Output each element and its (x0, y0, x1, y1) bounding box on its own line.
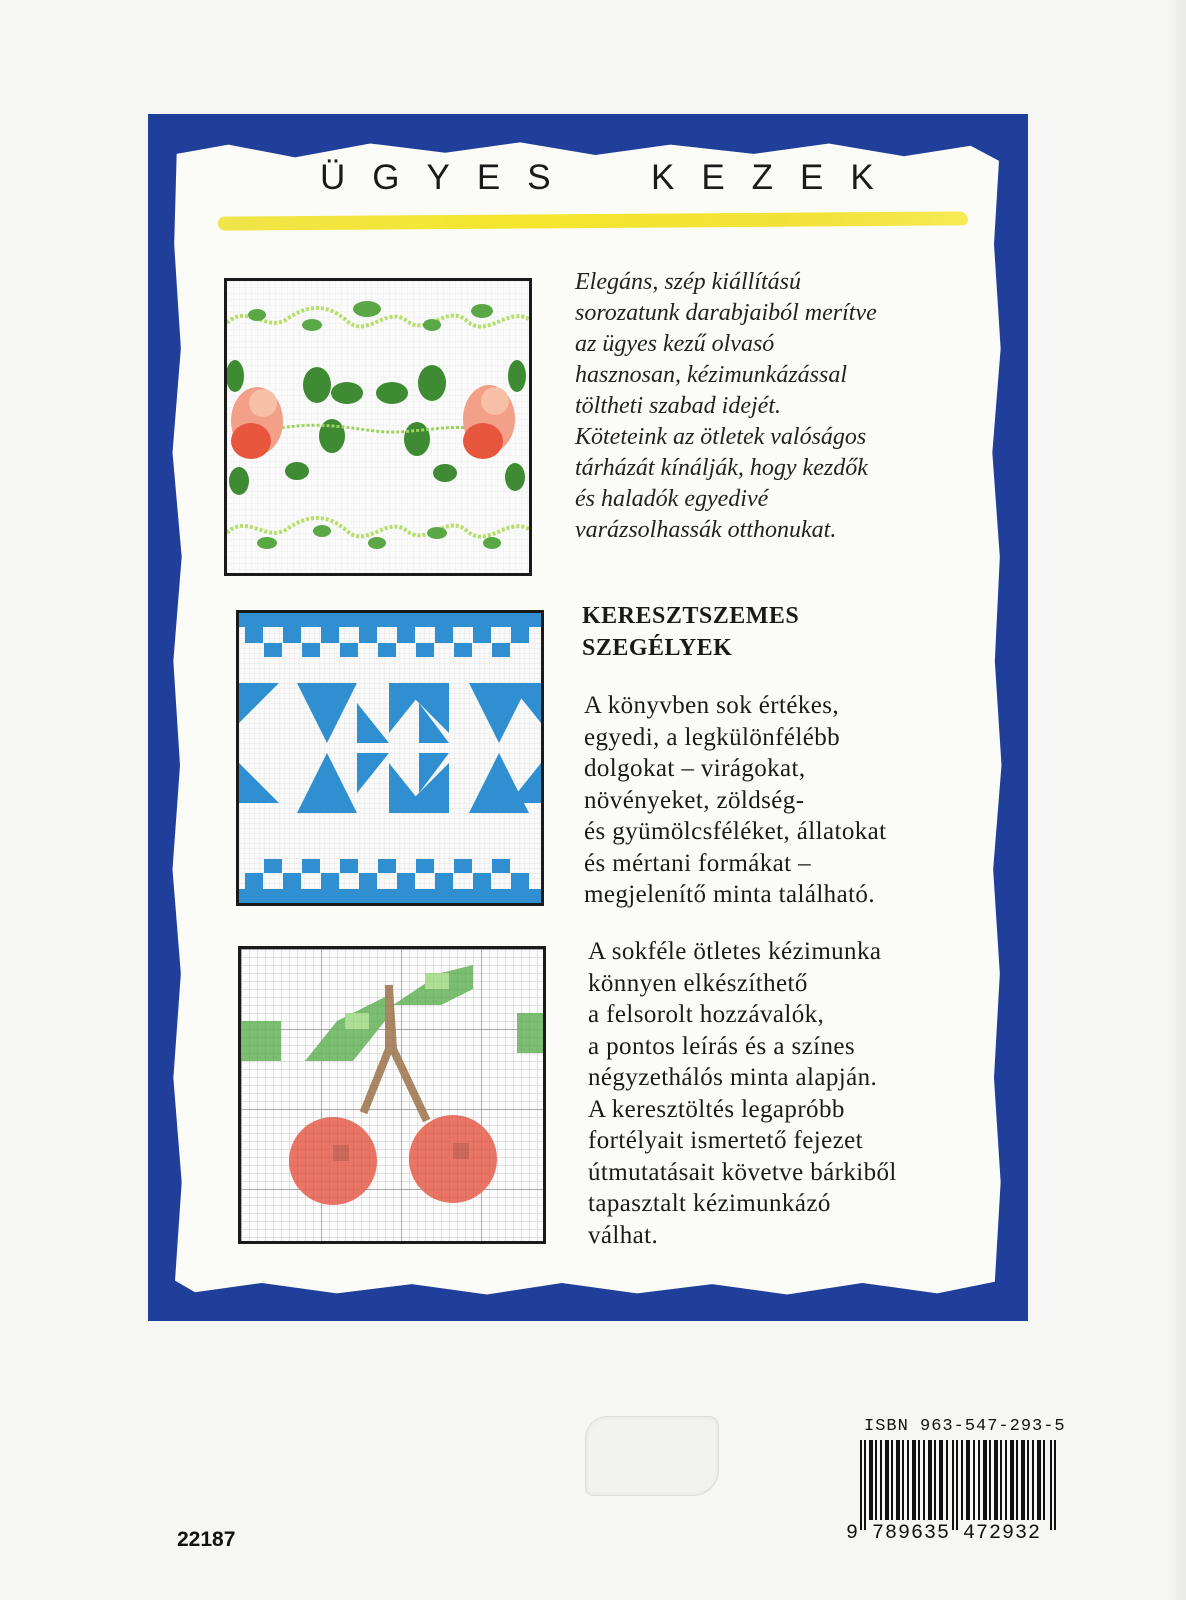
heading-line: SZEGÉLYEK (582, 635, 733, 661)
description-paragraph-2 (588, 936, 988, 1251)
body-line: dolgokat – virágokat, (584, 755, 806, 782)
book-title-heading (582, 600, 962, 664)
body-line: könnyen elkészíthető (588, 969, 808, 997)
body-line: négyzethálós minta alapján. (588, 1064, 878, 1091)
body-line: tapasztalt kézimunkázó (588, 1190, 831, 1217)
body-line: fortélyait ismertető fejezet (588, 1127, 863, 1154)
price-sticker-residue (585, 1416, 719, 1496)
intro-line: tárházát kínálják, hogy kezdők (575, 455, 868, 481)
body-line: A könyvben sok értékes, (584, 692, 839, 719)
body-line: válhat. (588, 1221, 659, 1249)
intro-line: Elegáns, szép kiállítású (575, 269, 801, 295)
intro-line: sorozatunk darabjaiból merítve (575, 300, 877, 326)
cherry-chart-photo (238, 946, 546, 1244)
body-line: A sokféle ötletes kézimunka (588, 938, 882, 965)
body-line: A keresztöltés legapróbb (588, 1095, 845, 1123)
body-line: és gyümölcsféléket, állatokat (584, 818, 887, 845)
intro-line: varázsolhassák otthonukat. (575, 517, 837, 543)
intro-line: hasznosan, kézimunkázással (575, 362, 848, 388)
body-line: egyedi, a legkülönfélébb (584, 723, 841, 751)
body-line: a felsorolt hozzávalók, (588, 1001, 825, 1028)
intro-line: az ügyes kezű olvasó (575, 331, 775, 357)
cover-edge (1168, 0, 1186, 1600)
body-line: és mértani formákat – (584, 849, 812, 877)
heading-line: KERESZTSZEMES (582, 603, 800, 629)
description-paragraph-1 (584, 690, 974, 911)
barcode-digits: 9 789635 472932 (846, 1522, 1042, 1545)
series-title: ÜGYES KEZEK (320, 158, 901, 197)
intro-line: Köteteink az ötletek valóságos (575, 424, 867, 450)
isbn-label: ISBN 963-547-293-5 (864, 1417, 1066, 1436)
rose-border-photo (224, 278, 532, 576)
body-line: megjelenítő minta található. (584, 881, 875, 908)
body-line: növényeket, zöldség- (584, 786, 805, 814)
intro-line: töltheti szabad idejét. (575, 393, 781, 419)
body-line: útmutatásait követve bárkiből (588, 1158, 897, 1186)
body-line: a pontos leírás és a színes (588, 1032, 855, 1060)
intro-paragraph (575, 267, 975, 546)
catalog-code: 22187 (177, 1528, 236, 1551)
intro-line: és haladók egyedivé (575, 486, 769, 512)
blue-geometric-photo (236, 610, 544, 906)
barcode (860, 1440, 1060, 1530)
